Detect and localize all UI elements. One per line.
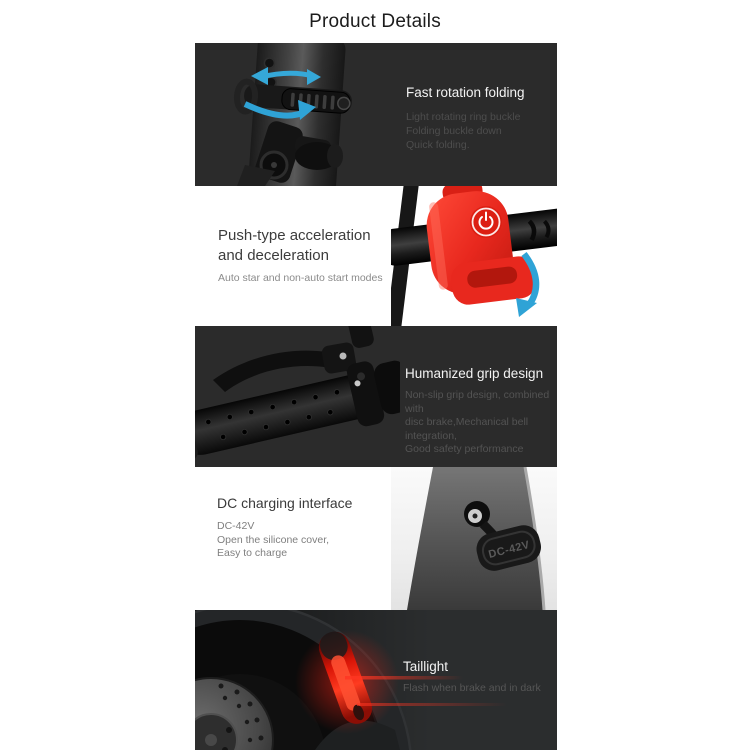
section-title: Taillight xyxy=(403,659,449,674)
folding-mechanism-image xyxy=(195,43,390,186)
section-humanized-grip-design xyxy=(195,326,557,467)
grip-image xyxy=(195,326,400,467)
section-description xyxy=(405,389,557,457)
charging-port-image xyxy=(391,467,557,610)
section-title: Push-type acceleration and deceleration xyxy=(218,227,371,264)
description-line: Non-slip grip design, combined with xyxy=(405,389,550,415)
section-dc-charging-interface xyxy=(195,467,557,610)
section-taillight xyxy=(195,610,557,750)
section-push-type-acceleration xyxy=(195,186,557,326)
section-title: Fast rotation folding xyxy=(406,85,525,100)
description-line: DC-42V xyxy=(217,520,255,532)
description-line: Flash when brake and in dark xyxy=(403,682,541,694)
throttle-image xyxy=(391,186,557,326)
description-line: Folding buckle down xyxy=(406,125,502,137)
plug-label: DC-42V xyxy=(487,539,532,561)
section-description xyxy=(218,272,398,286)
description-line: disc brake,Mechanical bell integration, xyxy=(405,416,529,442)
page-header xyxy=(0,0,750,43)
description-line: Auto star and non-auto start modes xyxy=(218,272,383,284)
section-description xyxy=(403,681,541,695)
power-button-icon xyxy=(470,206,502,238)
description-line: Quick folding. xyxy=(406,139,470,151)
description-line: Light rotating ring buckle xyxy=(406,111,521,123)
page-title: Product Details xyxy=(309,11,441,32)
description-line: Good safety performance xyxy=(405,443,524,455)
section-description xyxy=(217,520,397,561)
description-line: Open the silicone cover, xyxy=(217,533,330,546)
section-title: Humanized grip design xyxy=(405,366,544,381)
section-description xyxy=(406,110,525,152)
light-streak xyxy=(357,703,507,706)
section-fast-rotation-folding xyxy=(195,43,557,186)
section-title: DC charging interface xyxy=(217,495,353,511)
description-line: Easy to charge xyxy=(217,547,288,559)
